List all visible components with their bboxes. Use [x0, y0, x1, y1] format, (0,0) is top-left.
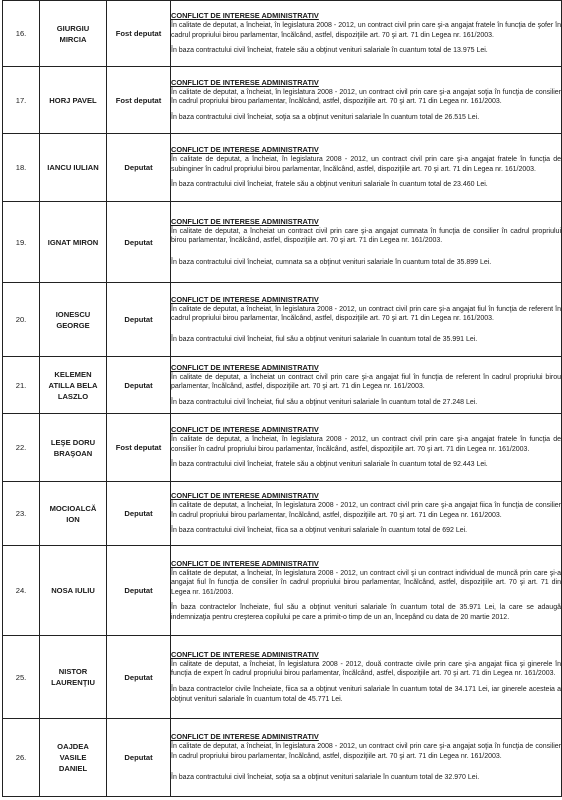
conflict-description	[171, 414, 562, 482]
row-number: 23.	[3, 482, 40, 546]
person-name	[40, 719, 107, 797]
person-name	[40, 67, 107, 134]
table-row	[3, 1, 562, 67]
name-line: LASZLO	[57, 391, 89, 401]
name-line: LEŞE DORU	[50, 437, 96, 447]
row-number: 25.	[3, 636, 40, 719]
table-row	[3, 202, 562, 283]
conflict-result: În baza contractului civil încheiat, fratele său a obţinut venituri salariale în cuantum total de 23.460 Lei.	[171, 181, 488, 189]
person-name	[40, 357, 107, 414]
conflict-body: În calitate de deputat, a încheiat, în legislatura 2008 - 2012, un contract civil şi un contract individual de muncă prin care şi-a angajat fiul în funcţia de consilier în cadrul propriului birou parlamentar, încălcând, astfel, dispoziţiile art. 70 şi art. 71 din Legea nr. 161/2003.	[171, 569, 561, 596]
table-row	[3, 357, 562, 414]
name-line: MIRCIA	[59, 34, 87, 44]
person-name	[40, 482, 107, 546]
conflict-result: În baza contractului civil încheiat, fiul său a obţinut venituri salariale în cuantum total de 35.991 Lei.	[171, 335, 478, 343]
conflict-heading: CONFLICT DE INTERESE ADMINISTRATIV	[171, 649, 319, 659]
name-line: DANIEL	[58, 764, 88, 773]
person-name	[40, 134, 107, 202]
conflict-result: În baza contractelor încheiate, fiul său a obţinut venituri salariale în cuantum total de 35.971 Lei, la care se adaugă indemnizaţia pentru creşterea copilului pe care a primit-o timp de un an, începând cu data de 20 martie 2012.	[171, 604, 561, 621]
table-row	[3, 67, 562, 134]
conflict-heading: CONFLICT DE INTERESE ADMINISTRATIV	[171, 11, 319, 21]
conflict-body: În calitate de deputat, a încheiat, în legislatura 2008 - 2012, un contract civil prin care şi-a angajat fiul în funcţia de referent în cadrul propriului birou parlamentar, încălcând, astfel, dispoziţiile art. 70 şi art. 71 din Legea nr. 161/2003.	[171, 305, 561, 323]
conflict-body: În calitate de deputat, a încheiat, în legislatura 2008 - 2012, un contract civil prin care şi-a angajat soţia în funcţia de consilier în cadrul propriului birou parlamentar, încălcând, astfel, dispoziţiile art. 70 şi art. 71 din Legea nr. 161/2003.	[171, 88, 561, 106]
name-line: HORJ PAVEL	[49, 95, 97, 105]
name-line: IONESCU	[55, 309, 91, 319]
name-line: IANCU IULIAN	[47, 163, 99, 172]
conflict-heading: CONFLICT DE INTERESE ADMINISTRATIV	[171, 491, 319, 501]
row-number: 19.	[3, 202, 40, 283]
conflict-heading: CONFLICT DE INTERESE ADMINISTRATIV	[171, 77, 319, 87]
row-number: 26.	[3, 719, 40, 797]
conflict-body: În calitate de deputat, a încheiat, în legislatura 2008 - 2012, un contract civil prin care şi-a angajat fiica în funcţia de consilier în cadrul propriului birou parlamentar, încălcând, astfel, dispoziţiile art. 70 şi art. 71 din Legea nr. 161/2003.	[171, 502, 561, 519]
row-number: 18.	[3, 134, 40, 202]
conflict-heading: CONFLICT DE INTERESE ADMINISTRATIV	[171, 145, 319, 155]
conflict-result: În baza contractelor civile încheiate, fiica sa a obţinut venituri salariale în cuantum total de 34.171 Lei, iar ginerele acesteia a obţinut venituri salariale în cuantum total de 45.771 Lei.	[171, 686, 561, 703]
person-status: Fost deputat	[107, 67, 171, 134]
person-name	[40, 1, 107, 67]
person-status: Fost deputat	[107, 414, 171, 482]
person-name	[40, 283, 107, 357]
conflict-description	[171, 719, 562, 797]
table-row	[3, 283, 562, 357]
conflict-body: În calitate de deputat, a încheiat un contract civil prin care şi-a angajat fiul în funcţia de referent în cadrul propriului birou parlamentar, încălcând, astfel, dispoziţiile art. 70 şi art. 71 din Legea nr. 161/2003.	[171, 373, 561, 391]
conflict-result: În baza contractului civil încheiat, cumnata sa a obţinut venituri salariale în cuantum total de 35.899 Lei.	[171, 258, 492, 266]
person-name	[40, 202, 107, 283]
row-number: 21.	[3, 357, 40, 414]
conflict-result: În baza contractului civil încheiat, soţia sa a obţinut venituri salariale în cuantum total de 26.515 Lei.	[171, 113, 480, 121]
person-status: Deputat	[107, 357, 171, 414]
conflict-description	[171, 482, 562, 546]
table-row	[3, 636, 562, 719]
conflict-heading: CONFLICT DE INTERESE ADMINISTRATIV	[171, 294, 319, 304]
name-line: ION	[66, 514, 80, 524]
name-line: GIURGIU	[56, 23, 90, 33]
person-status: Deputat	[107, 283, 171, 357]
person-name	[40, 546, 107, 636]
table-row	[3, 719, 562, 797]
name-line: NOSA IULIU	[51, 586, 95, 595]
conflict-heading: CONFLICT DE INTERESE ADMINISTRATIV	[171, 732, 319, 742]
name-line: OAJDEA	[57, 742, 89, 751]
person-status: Deputat	[107, 202, 171, 283]
person-status: Deputat	[107, 719, 171, 797]
name-line: GEORGE	[56, 320, 90, 330]
conflict-description	[171, 134, 562, 202]
row-number: 17.	[3, 67, 40, 134]
conflict-body: În calitate de deputat, a încheiat un contract civil prin care şi-a angajat cumnata în funcţia de consilier în cadrul propriului birou parlamentar, încălcând, astfel, dispoziţiile art. 70 şi art. 71 din Legea nr. 161/2003.	[171, 227, 561, 245]
conflict-description	[171, 283, 562, 357]
table-row	[3, 482, 562, 546]
conflict-body: În calitate de deputat, a încheiat, în legislatura 2008 - 2012, un contract civil prin care şi-a angajat fratele în funcţia de consilier în cadrul propriului birou parlamentar, încălcând, astfel, dispoziţiile art. 70 şi art. 71 din Legea nr. 161/2003.	[171, 436, 561, 453]
conflict-description	[171, 357, 562, 414]
conflict-heading: CONFLICT DE INTERESE ADMINISTRATIV	[171, 362, 319, 372]
name-line: KELEMEN	[54, 369, 92, 379]
conflicts-table	[2, 0, 562, 797]
conflict-heading: CONFLICT DE INTERESE ADMINISTRATIV	[171, 216, 319, 226]
conflict-description	[171, 1, 562, 67]
row-number: 24.	[3, 546, 40, 636]
conflict-description	[171, 202, 562, 283]
conflict-body: În calitate de deputat, a încheiat, în legislatura 2008 - 2012, un contract civil prin care şi-a angajat soţia în funcţia de consilier în cadrul propriului birou parlamentar, încălcând, astfel, dispoziţiile art. 70 şi art. 71 din Legea nr. 161/2003.	[171, 743, 561, 760]
table-body	[3, 1, 562, 797]
row-number: 20.	[3, 283, 40, 357]
person-status: Fost deputat	[107, 1, 171, 67]
name-line: IGNAT MIRON	[47, 237, 99, 247]
person-status: Deputat	[107, 546, 171, 636]
name-line: LAURENŢIU	[51, 678, 95, 687]
name-line: VASILE	[59, 753, 87, 762]
table-row	[3, 546, 562, 636]
conflict-description	[171, 67, 562, 134]
conflict-result: În baza contractului civil încheiat, fiica sa a obţinut venituri salariale în cuantum total de 692 Lei.	[171, 527, 468, 535]
person-status: Deputat	[107, 134, 171, 202]
table-row	[3, 134, 562, 202]
conflict-result: În baza contractului civil încheiat, soţia sa a obţinut venituri salariale în cuantum total de 32.970 Lei.	[171, 774, 480, 782]
conflict-description	[171, 546, 562, 636]
conflict-description	[171, 636, 562, 719]
person-status: Deputat	[107, 482, 171, 546]
name-line: BRAŞOAN	[53, 448, 93, 458]
conflict-heading: CONFLICT DE INTERESE ADMINISTRATIV	[171, 425, 319, 435]
person-name	[40, 414, 107, 482]
conflict-body: În calitate de deputat, a încheiat, în legislatura 2008 - 2012, un contract civil prin care şi-a angajat fratele în funcţia de şofer în cadrul propriului birou parlamentar, încălcând, astfel, dispoziţiile art. 70 şi art. 71 din Legea nr. 161/2003.	[171, 22, 561, 39]
conflict-body: În calitate de deputat, a încheiat, în legislatura 2008 - 2012, un contract civil prin care şi-a angajat fratele în funcţia de subinginer în cadrul propriului birou parlamentar, încălcând, astfel, dispoziţiile art. 70 şi art. 71 din Legea nr. 161/2003.	[171, 156, 561, 173]
person-status: Deputat	[107, 636, 171, 719]
name-line: MOCIOALCĂ	[49, 503, 97, 513]
conflict-result: În baza contractului civil încheiat, fratele său a obţinut venituri salariale în cuantum total de 13.975 Lei.	[171, 47, 488, 55]
conflict-result: În baza contractului civil încheiat, fiul său a obţinut venituri salariale în cuantum total de 27.248 Lei.	[171, 398, 478, 406]
person-name	[40, 636, 107, 719]
row-number: 22.	[3, 414, 40, 482]
name-line: ATILLA BELA	[48, 380, 98, 390]
row-number: 16.	[3, 1, 40, 67]
conflict-body: În calitate de deputat, a încheiat, în legislatura 2008 - 2012, două contracte civile prin care şi-a angajat fiica şi ginerele în funcţia de expert în cadrul propriului birou parlamentar, încălcând, astfel, dispoziţiile art. 70 şi art. 71 din Legea nr. 161/2003.	[171, 660, 561, 678]
table-row	[3, 414, 562, 482]
conflict-heading: CONFLICT DE INTERESE ADMINISTRATIV	[171, 558, 319, 568]
conflict-result: În baza contractului civil încheiat, fratele său a obţinut venituri salariale în cuantum total de 92.443 Lei.	[171, 461, 488, 469]
name-line: NISTOR	[58, 667, 88, 676]
